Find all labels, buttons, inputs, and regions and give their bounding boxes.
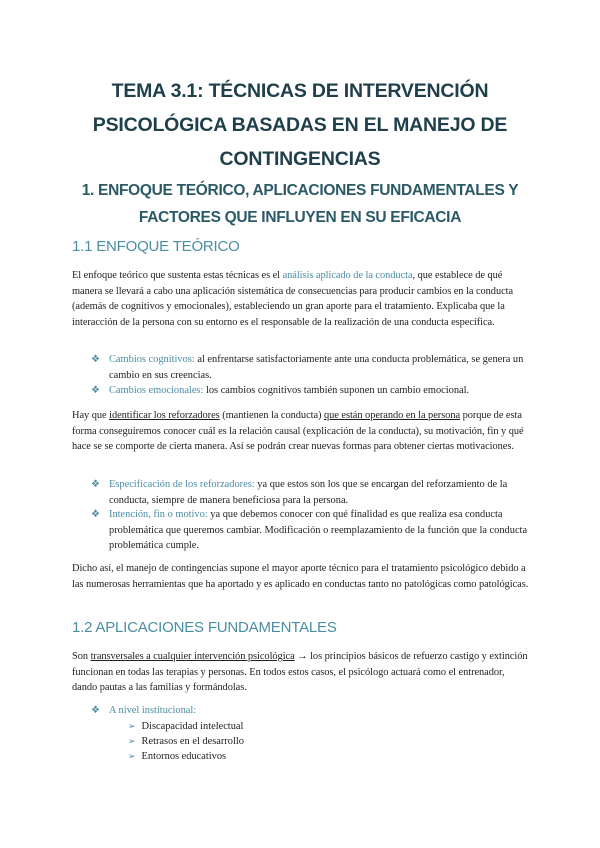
bullet-term: A nivel institucional: <box>109 705 197 716</box>
para-text: porque de esta forma conseguiremos conocer cuál es la relación causal (explicación de la conducta), su motivación, fin y qué hace se se comporte de cierta manera. Así se podrán crear nuevas formas para obtener ciertas motivaciones. <box>72 410 524 453</box>
subitem-text: Discapacidad intelectual <box>141 721 244 732</box>
subitem-retrasos <box>128 734 244 750</box>
subitem-text: Retrasos en el desarrollo <box>141 736 244 747</box>
heading-1-line-1: 1. ENFOQUE TEÓRICO, APLICACIONES FUNDAMENTALES Y <box>81 182 519 199</box>
subitem-discapacidad <box>128 719 243 735</box>
bullet-text: ya que estos son los que se encargan del reforzamiento de la conducta, siempre de manera beneficiosa para la persona. <box>109 479 508 506</box>
diamond-bullet-icon: ❖ <box>91 705 100 716</box>
bullet-term: Cambios cognitivos: <box>109 354 195 365</box>
heading-1-1: 1.1 ENFOQUE TEÓRICO <box>72 238 240 255</box>
diamond-bullet-icon: ❖ <box>91 354 100 365</box>
subitem-text: Entornos educativos <box>141 751 227 762</box>
paragraph-enfoque <box>72 268 530 330</box>
heading-1-line-2: FACTORES QUE INFLUYEN EN SU EFICACIA <box>138 209 462 226</box>
paragraph-conclusion: Dicho así, el manejo de contingencias supone el mayor aporte técnico para el tratamiento psicológico debido a las numerosas herramientas que ha aportado y es aplicado en conductas tanto no patológicas como patológicas. <box>72 563 529 590</box>
paragraph-aplicaciones <box>72 649 530 696</box>
title-line-2: PSICOLÓGICA BASADAS EN EL MANEJO DE <box>92 114 508 136</box>
para-text: Hay que <box>72 410 110 421</box>
bullet-cambios-emocionales <box>91 383 531 399</box>
title-line-3: CONTINGENCIAS <box>219 148 381 170</box>
bullet-term: Intención, fin o motivo: <box>109 509 208 520</box>
diamond-bullet-icon: ❖ <box>91 385 100 396</box>
diamond-bullet-icon: ❖ <box>91 479 100 490</box>
para-text: , que establece de qué manera se llevará a cabo una aplicación sistemática de consecuencias para producir cambios en la conducta (además de cognitivos y emocionales), estableciendo un gran aporte para el tratamiento. Explicaba que la interacción de la persona con su entorno es el responsable de la realización de una conducta específica. <box>72 270 514 328</box>
underlined-text: identificar los reforzadores <box>109 410 220 421</box>
document-title <box>60 74 540 176</box>
bullet-term: Especificación de los reforzadores: <box>109 479 255 490</box>
bullet-intencion <box>91 507 531 554</box>
bullet-term: Cambios emocionales: <box>109 385 204 396</box>
para-text: Son <box>72 651 91 662</box>
bullet-cambios-cognitivos <box>91 352 531 383</box>
bullet-especificacion <box>91 477 531 508</box>
underlined-text: transversales a cualquier intervención psicológica <box>90 651 295 662</box>
underlined-text: que están operando en la persona <box>324 410 461 421</box>
para-text: → los principios básicos de refuerzo castigo y extinción funcionan en todas las terapias y personas. En todos estos casos, el psicólogo actuará como el entrenador, dando pautas a las familias y formándolas. <box>72 651 528 694</box>
bullet-text: al enfrentarse satisfactoriamente ante una conducta problemática, se genera un cambio en sus creencias. <box>109 354 524 381</box>
title-line-1: TEMA 3.1: TÉCNICAS DE INTERVENCIÓN <box>111 80 489 102</box>
bullet-nivel-institucional <box>91 703 531 719</box>
subitem-entornos <box>128 749 226 765</box>
diamond-bullet-icon: ❖ <box>91 509 100 520</box>
para-text: El enfoque teórico que sustenta estas técnicas es el <box>72 270 283 281</box>
highlight-term: análisis aplicado de la conducta <box>282 270 413 281</box>
heading-1-2: 1.2 APLICACIONES FUNDAMENTALES <box>72 619 337 636</box>
arrowhead-bullet-icon: ➢ <box>128 721 136 731</box>
para-text: (mantienen la conducta) <box>219 410 324 421</box>
bullet-text: ya que debemos conocer con qué finalidad es que realiza esa conducta problemática que queremos cambiar. Modificación o reemplazamiento de la función que la conducta problemática cumple. <box>109 509 528 552</box>
arrowhead-bullet-icon: ➢ <box>128 751 136 761</box>
bullet-text: los cambios cognitivos también suponen un cambio emocional. <box>203 385 470 396</box>
paragraph-reforzadores <box>72 408 530 455</box>
arrowhead-bullet-icon: ➢ <box>128 736 136 746</box>
heading-1 <box>60 177 540 231</box>
